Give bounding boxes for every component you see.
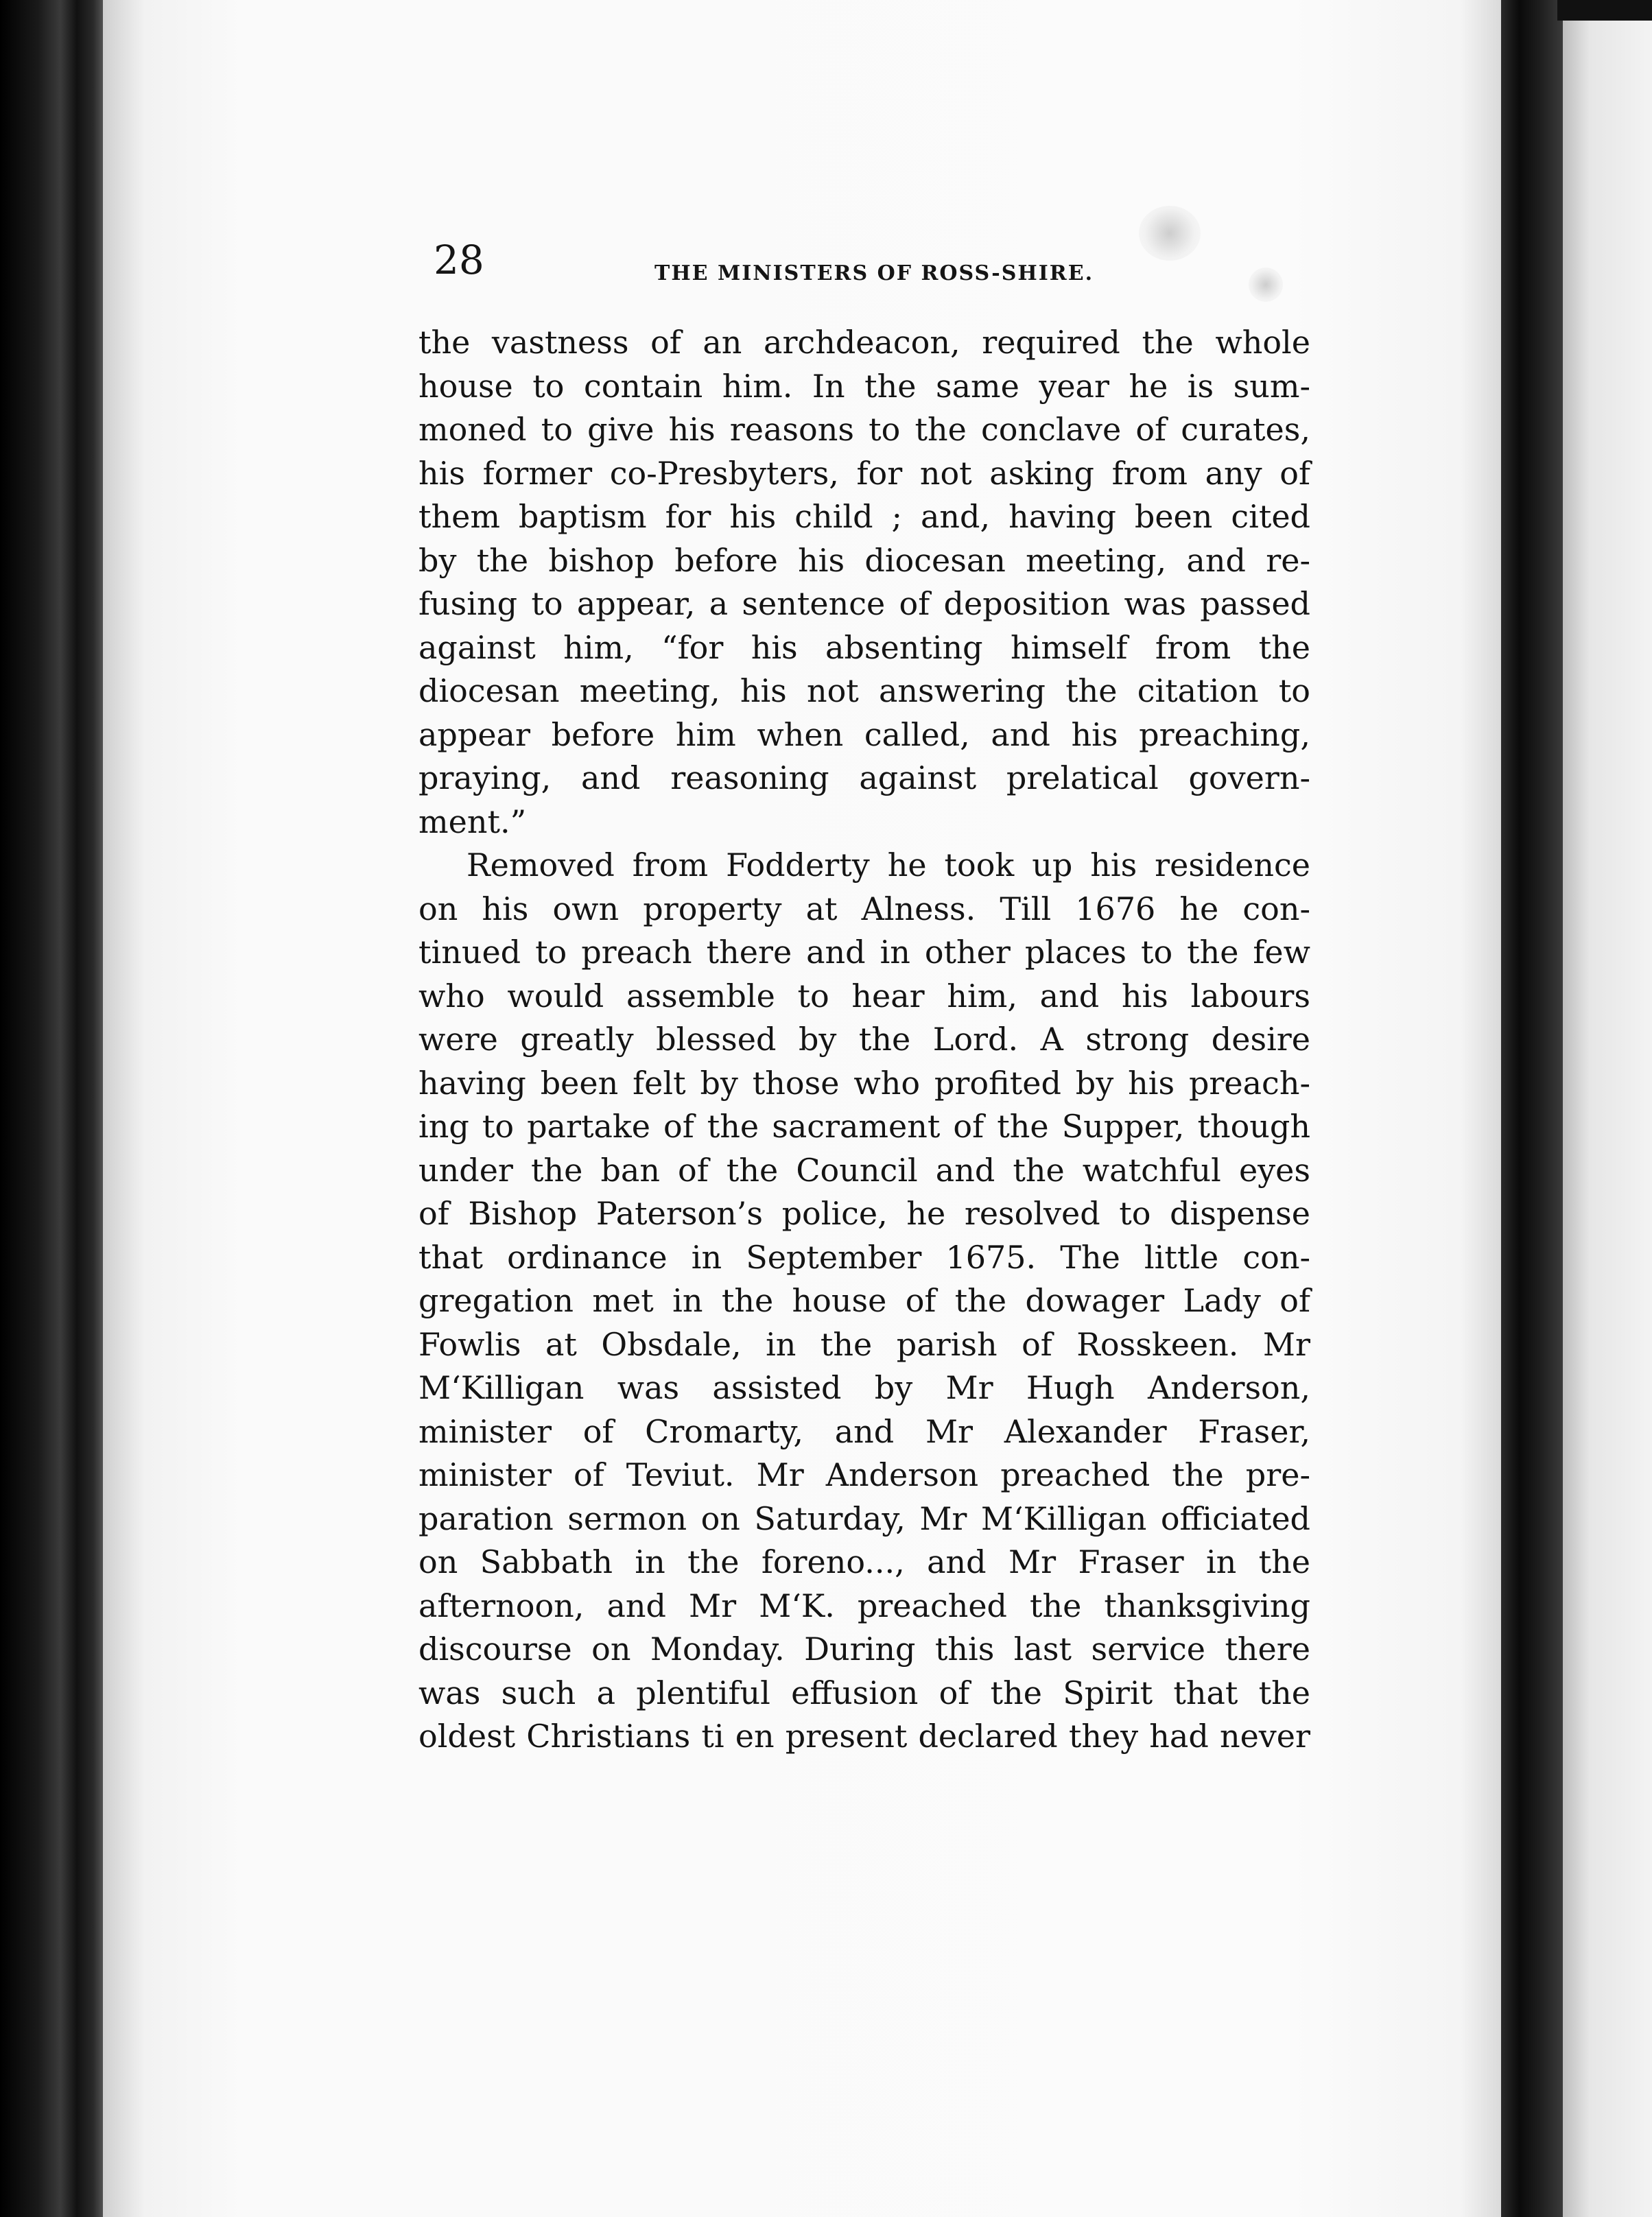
text-line: his former co-Presbyters, for not asking from any of [418,454,1310,492]
book-left-edge [0,0,110,2217]
text-line: diocesan meeting, his not answering the citation to [418,672,1310,709]
text-line: afternoon, and Mr M‘K. preached the thanksgiving [418,1587,1310,1624]
text-line: praying, and reasoning against prelatical govern- [418,759,1310,796]
facing-page-edge [1563,0,1652,2217]
text-line: Fowlis at Obsdale, in the parish of Rosskeen. Mr [418,1325,1310,1363]
page-body-text [418,321,1310,1759]
text-line: the vastness of an archdeacon, required the whole [418,324,1310,361]
text-line: by the bishop before his diocesan meeting, and re- [418,541,1310,579]
ink-smudge [1249,268,1283,302]
paragraph-2 [418,844,1310,1759]
text-line: on Sabbath in the foreno..., and Mr Fraser in the [418,1543,1310,1580]
text-line: were greatly blessed by the Lord. A strong desire [418,1021,1310,1058]
text-line: Removed from Fodderty he took up his residence [467,846,1310,884]
text-line: them baptism for his child ; and, having been cited [418,498,1310,535]
text-line: paration sermon on Saturday, Mr M‘Killigan officiated [418,1499,1310,1537]
text-line: M‘Killigan was assisted by Mr Hugh Anderson, [418,1369,1310,1406]
text-line: on his own property at Alness. Till 1676 he con- [418,890,1310,927]
text-line: of Bishop Paterson’s police, he resolved to dispense [418,1195,1310,1232]
book-binding-gutter [1501,0,1563,2217]
text-line: minister of Teviut. Mr Anderson preached the pre- [418,1456,1310,1493]
text-line: discourse on Monday. During this last service there [418,1631,1310,1668]
ink-smudge [1139,206,1201,261]
text-line: moned to give his reasons to the conclave of curates, [418,411,1310,448]
text-line: gregation met in the house of the dowager Lady of [418,1282,1310,1319]
text-line: house to contain him. In the same year he is sum- [418,367,1310,405]
text-line: against him, “for his absenting himself from the [418,628,1310,666]
text-line: appear before him when called, and his preaching, [418,715,1310,753]
text-line: tinued to preach there and in other places to the few [418,934,1310,971]
text-line: ment.” [418,803,527,840]
text-line: that ordinance in September 1675. The little con- [418,1238,1310,1276]
running-head: THE MINISTERS OF ROSS-SHIRE. [654,261,1094,285]
text-line: ing to partake of the sacrament of the Supper, though [418,1108,1310,1145]
text-line: was such a plentiful effusion of the Spirit that the [418,1674,1310,1711]
text-line: fusing to appear, a sentence of deposition was passed [418,585,1310,622]
text-line: oldest Christians ti en present declared they had never [418,1718,1310,1755]
page-number: 28 [434,237,484,283]
paragraph-1 [418,321,1310,844]
text-line: having been felt by those who profited by his preach- [418,1064,1310,1102]
text-line: who would assemble to hear him, and his labours [418,977,1310,1015]
facing-page-shadow [1557,0,1652,21]
text-line: minister of Cromarty, and Mr Alexander Fraser, [418,1412,1310,1450]
text-line: under the ban of the Council and the watchful eyes [418,1151,1310,1189]
